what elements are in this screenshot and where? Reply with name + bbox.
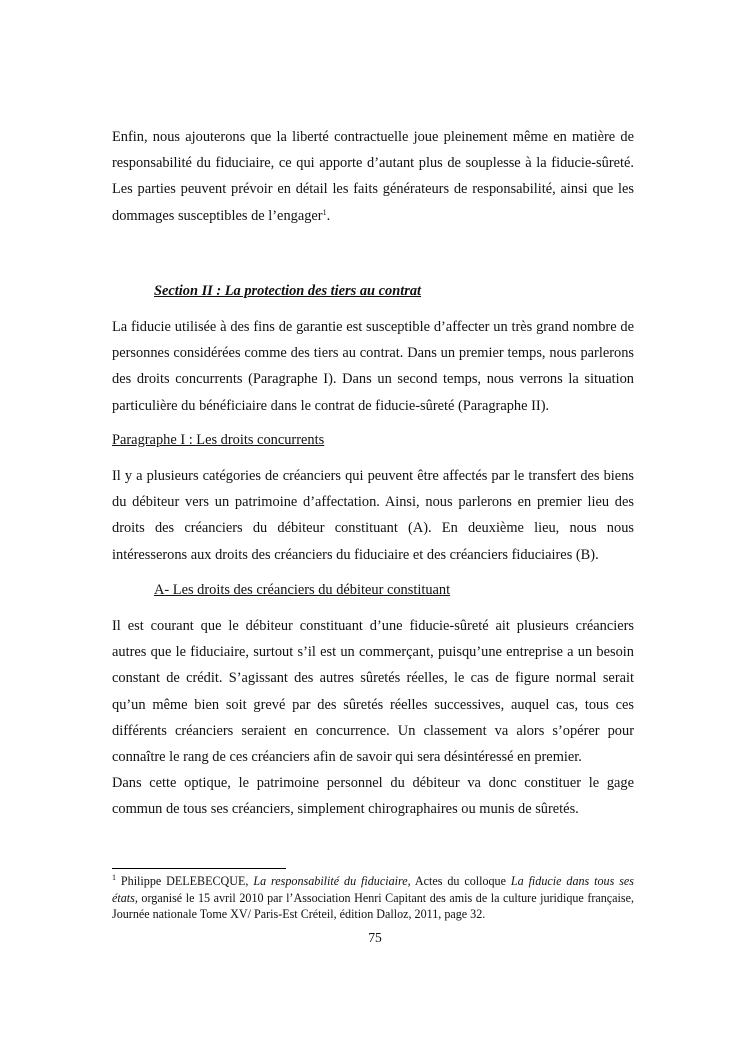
section-heading: Section II : La protection des tiers au contrat xyxy=(154,283,422,299)
paragraph-subsection-a: Il est courant que le débiteur constituant d’une fiducie-sûreté ait plusieurs créanciers autres que le fiduciaire, surtout s’il est un commerçant, puisqu’une entreprise a un besoin constant de crédit. S’agissant des autres sûretés réelles, le cas de figure normal serait qu’un même bien soit grevé par des sûretés réelles successives, auquel cas, tous ces différents créanciers seraient en concurrence. Un classement va alors s’opérer pour connaître le rang de ces créanciers afin de savoir qui sera désintéressé en premier. Dans cette optique, le patrimoine personnel du débiteur va donc constituer le gage commun de tous ses créanciers, simplement chirographaires ou munis de sûretés. xyxy=(112,618,634,818)
paragraph-intro-text: Enfin, nous ajouterons que la liberté contractuelle joue pleinement même en matière de responsabilité du fiduciaire, ce qui apporte d’autant plus de souplesse à la fiducie-sûreté. Les parties peuvent prévoir en détail les faits générateurs de responsabilité, ainsi que les dommages susceptibles de l’engager xyxy=(112,129,634,224)
footnote-ref-1[interactable]: 1 xyxy=(322,207,327,217)
paragraph-intro: Enfin, nous ajouterons que la liberté contractuelle joue pleinement même en matière de responsabilité du fiduciaire, ce qui apporte d’autant plus de souplesse à la fiducie-sûreté. Les parties peuvent prévoir en détail les faits générateurs de responsabilité, ainsi que les dommages susceptibles de l’engager$^1$. xyxy=(112,129,634,224)
paragraph-heading: Paragraphe I : Les droits concurrents xyxy=(112,432,325,448)
subsection-heading: A- Les droits des créanciers du débiteur constituant xyxy=(154,582,451,598)
page-number: 75 xyxy=(368,930,382,945)
paragraph-categories: Il y a plusieurs catégories de créanciers qui peuvent être affectés par le transfert des biens du débiteur vers un patrimoine d’affectation. Ainsi, nous parlerons en premier lieu des droits des créanciers du débiteur constituant (A). En deuxième lieu, nous nous intéresserons aux droits des créanciers du fiduciaire et des créanciers fiduciaires (B). xyxy=(112,468,634,563)
footnote-1: $^1$ Philippe DELEBECQUE, La responsabilité du fiduciaire, Actes du colloque La fiducie dans tous ses états, organisé le 15 avril 2010 par l’Association Henri Capitant des amis de la culture juridique française, Journée nationale Tome XV/ Paris-Est Créteil, édition Dalloz, 2011, page 32. xyxy=(112,873,634,922)
footnote-separator xyxy=(112,868,286,869)
paragraph-section-intro: La fiducie utilisée à des fins de garantie est susceptible d’affecter un très grand nombre de personnes considérées comme des tiers au contrat. Dans un premier temps, nous parlerons des droits concurrents (Paragraphe I). Dans un second temps, nous verrons la situation particulière du bénéficiaire dans le contrat de fiducie-sûreté (Paragraphe II). xyxy=(112,319,634,414)
footnote-number: 1 xyxy=(112,873,116,882)
